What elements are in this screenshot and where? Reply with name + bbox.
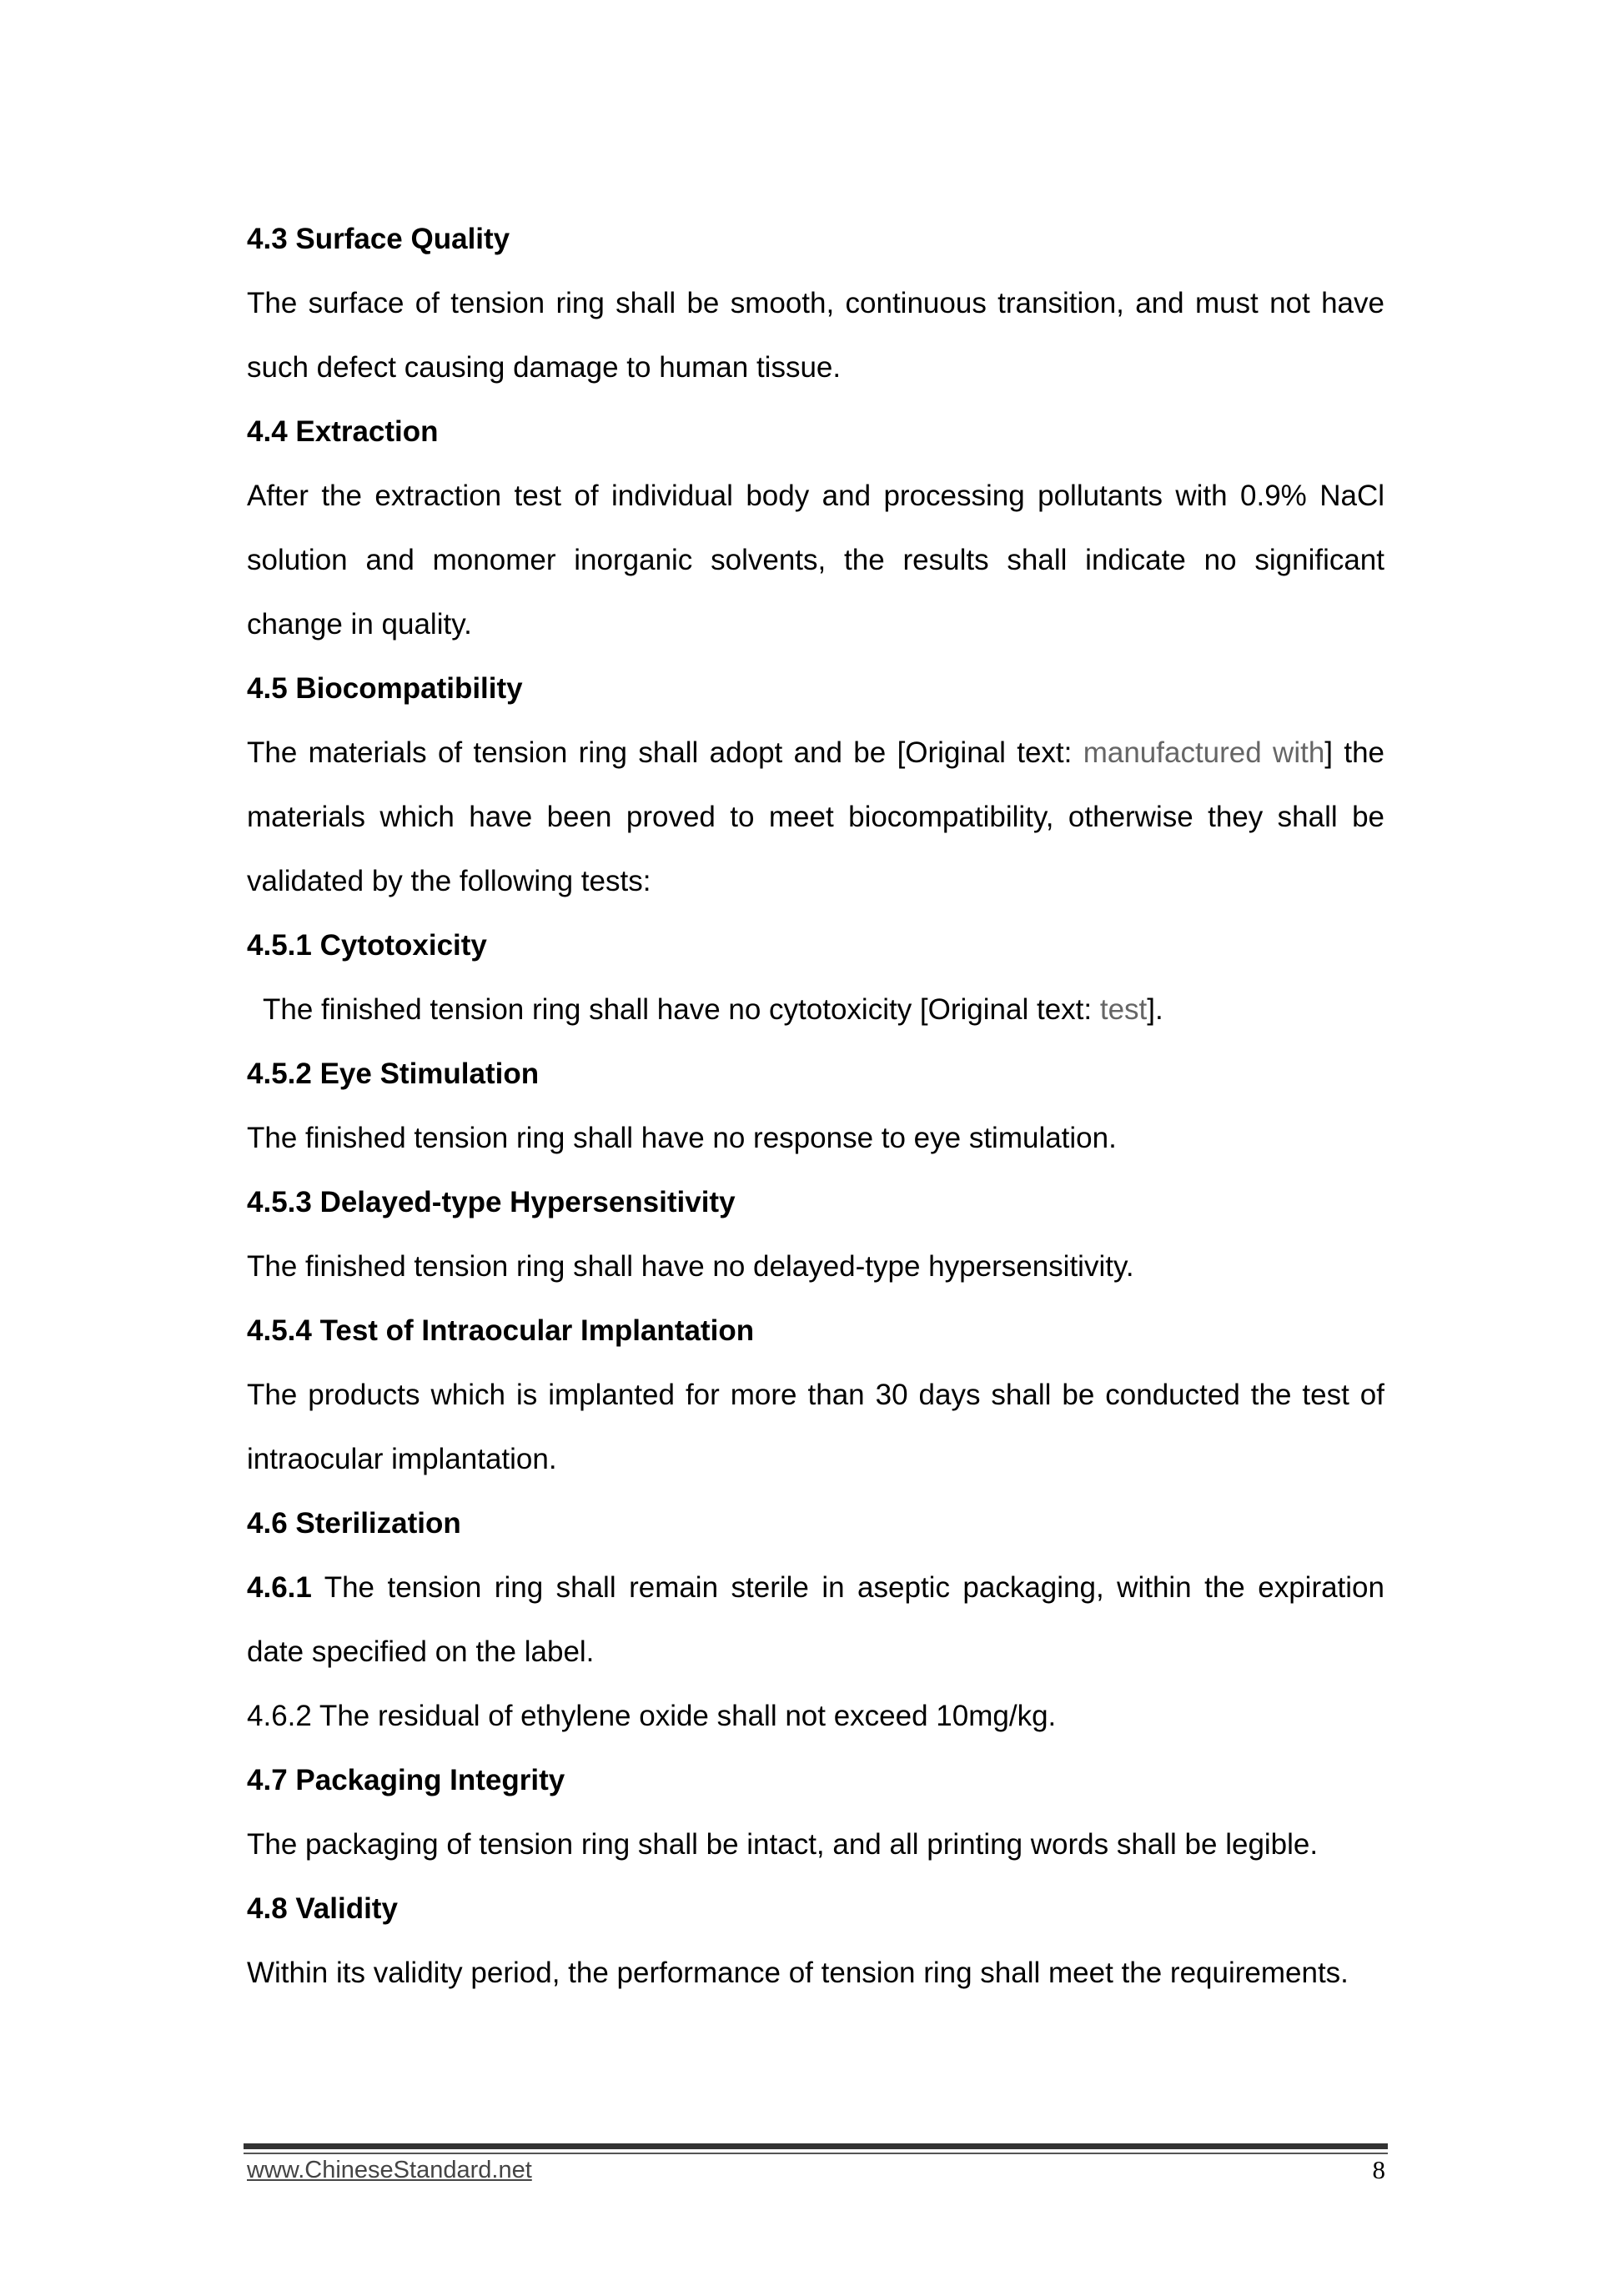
paragraph-line: The packaging of tension ring shall be intact, and all printing words shall be legible. xyxy=(247,1828,1319,1861)
section-heading-4-5-2: 4.5.2 Eye Stimulation xyxy=(247,1058,540,1090)
paragraph-line: The finished tension ring shall have no delayed-type hypersensitivity. xyxy=(247,1250,1134,1283)
footer-divider xyxy=(244,2143,1388,2149)
document-body xyxy=(247,207,1384,2005)
section-heading-4-5-3: 4.5.3 Delayed-type Hypersensitivity xyxy=(247,1186,736,1218)
paragraph-text: ]. xyxy=(1147,993,1163,1026)
section-heading-4-5-1: 4.5.1 Cytotoxicity xyxy=(247,929,487,962)
paragraph-line xyxy=(247,721,1384,785)
paragraph-line: The products which is implanted for more than 30 days shall be conducted the test of xyxy=(247,1379,1384,1411)
section-heading-4-7: 4.7 Packaging Integrity xyxy=(247,1764,565,1796)
paragraph-line: intraocular implantation. xyxy=(247,1443,557,1475)
section-heading-4-6: 4.6 Sterilization xyxy=(247,1507,461,1540)
page-number: 8 xyxy=(1372,2155,1385,2184)
paragraph-line: solution and monomer inorganic solvents, the results shall indicate no significant xyxy=(247,544,1384,576)
section-heading-4-8: 4.8 Validity xyxy=(247,1892,398,1925)
original-text-note: test xyxy=(1099,993,1148,1026)
paragraph-line: After the extraction test of individual body and processing pollutants with 0.9% NaCl xyxy=(247,480,1384,512)
footer-divider-thin xyxy=(244,2153,1388,2154)
paragraph-line: change in quality. xyxy=(247,608,472,641)
section-heading-4-5-4: 4.5.4 Test of Intraocular Implantation xyxy=(247,1314,755,1347)
paragraph-text: The tension ring shall remain sterile in aseptic packaging, within the expiration xyxy=(311,1571,1384,1604)
original-text-note: manufactured with xyxy=(1083,736,1325,769)
paragraph-line: materials which have been proved to meet biocompatibility, otherwise they shall be xyxy=(247,801,1384,833)
clause-number: 4.6.1 xyxy=(247,1571,312,1604)
paragraph-line xyxy=(247,977,1384,1042)
section-heading-4-5: 4.5 Biocompatibility xyxy=(247,672,523,705)
paragraph-line: 4.6.2 The residual of ethylene oxide shall not exceed 10mg/kg. xyxy=(247,1700,1057,1732)
section-heading-4-4: 4.4 Extraction xyxy=(247,415,439,448)
paragraph-line: Within its validity period, the performance of tension ring shall meet the requirements. xyxy=(247,1957,1349,1989)
paragraph-text: ] the xyxy=(1324,736,1384,769)
paragraph-line xyxy=(247,1555,1384,1620)
paragraph-text: The finished tension ring shall have no cytotoxicity [Original text: xyxy=(263,993,1100,1026)
paragraph-line: date specified on the label. xyxy=(247,1635,595,1668)
paragraph-line: The surface of tension ring shall be smooth, continuous transition, and must not have xyxy=(247,287,1384,319)
section-heading-4-3: 4.3 Surface Quality xyxy=(247,223,510,255)
paragraph-line: validated by the following tests: xyxy=(247,865,651,897)
paragraph-line: such defect causing damage to human tissue. xyxy=(247,351,842,384)
paragraph-text: The materials of tension ring shall adopt and be [Original text: xyxy=(247,736,1083,769)
paragraph-line: The finished tension ring shall have no response to eye stimulation. xyxy=(247,1122,1117,1154)
footer-website-link[interactable]: www.ChineseStandard.net xyxy=(247,2157,532,2183)
